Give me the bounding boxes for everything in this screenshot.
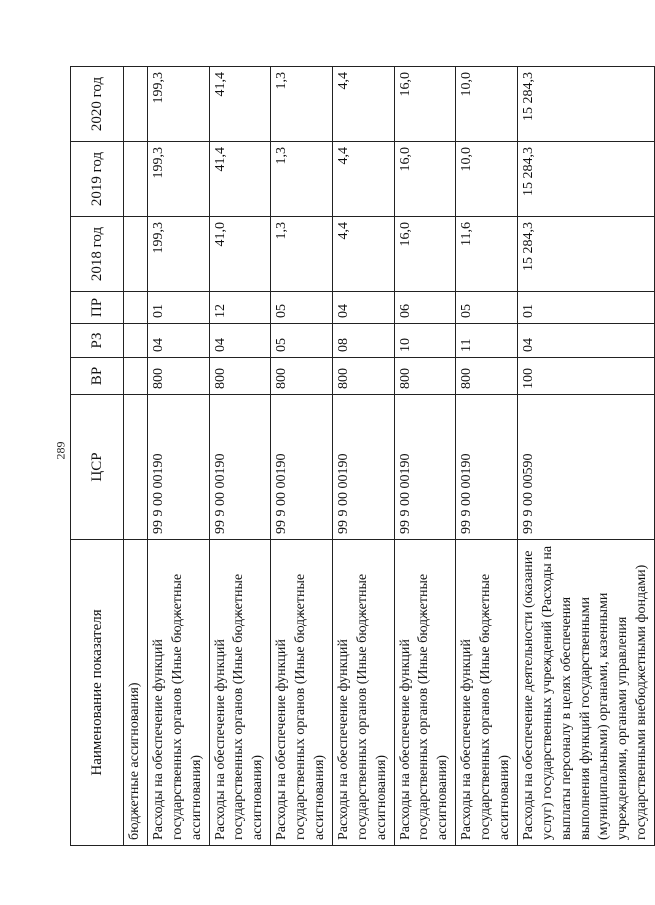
cell-vr: 800 — [147, 358, 209, 395]
header-2019: 2019 год — [71, 142, 124, 217]
header-2018: 2018 год — [71, 217, 124, 292]
header-vr: ВР — [71, 358, 124, 395]
cell-2020: 16,0 — [394, 67, 456, 142]
cell-pr: 01 — [517, 292, 654, 324]
cell-2018: 4,4 — [332, 217, 394, 292]
cell-rz: 05 — [271, 324, 333, 358]
cell-2018: 1,3 — [271, 217, 333, 292]
cell-vr: 100 — [517, 358, 654, 395]
cell-name: бюджетные ассигнования) — [124, 540, 148, 846]
cell-2018: 15 284,3 — [517, 217, 654, 292]
cell-2020: 4,4 — [332, 67, 394, 142]
cell-2019: 199,3 — [147, 142, 209, 217]
cell-name: Расходы на обеспечение функций государственных органов (Иные бюджетные ассигнования) — [394, 540, 456, 846]
header-pr: ПР — [71, 292, 124, 324]
table-row — [332, 67, 394, 846]
cell-name: Расходы на обеспечение функций государственных органов (Иные бюджетные ассигнования) — [209, 540, 271, 846]
header-name: Наименование показателя — [71, 540, 124, 846]
header-2020: 2020 год — [71, 67, 124, 142]
cell-2019: 4,4 — [332, 142, 394, 217]
cell-rz: 10 — [394, 324, 456, 358]
cell-empty — [124, 324, 148, 358]
cell-name: Расходы на обеспечение функций государственных органов (Иные бюджетные ассигнования) — [332, 540, 394, 846]
cell-pr: 12 — [209, 292, 271, 324]
table-row — [517, 67, 654, 846]
cell-csr: 99 9 00 00190 — [394, 395, 456, 540]
table-row — [394, 67, 456, 846]
cell-2019: 10,0 — [456, 142, 518, 217]
cell-csr: 99 9 00 00190 — [147, 395, 209, 540]
table-row — [147, 67, 209, 846]
budget-table — [70, 66, 655, 846]
cell-2020: 15 284,3 — [517, 67, 654, 142]
cell-pr: 05 — [271, 292, 333, 324]
rotated-table-container — [70, 66, 650, 846]
page-number: 289 — [53, 441, 68, 460]
cell-rz: 11 — [456, 324, 518, 358]
cell-vr: 800 — [456, 358, 518, 395]
cell-2018: 16,0 — [394, 217, 456, 292]
cell-csr: 99 9 00 00190 — [209, 395, 271, 540]
cell-empty — [124, 142, 148, 217]
header-csr: ЦСР — [71, 395, 124, 540]
table-header-row — [71, 67, 124, 846]
cell-csr: 99 9 00 00190 — [456, 395, 518, 540]
cell-2018: 41,0 — [209, 217, 271, 292]
cell-2018: 11,6 — [456, 217, 518, 292]
cell-rz: 04 — [517, 324, 654, 358]
header-rz: РЗ — [71, 324, 124, 358]
cell-2019: 15 284,3 — [517, 142, 654, 217]
cell-empty — [124, 292, 148, 324]
cell-2019: 1,3 — [271, 142, 333, 217]
cell-2019: 16,0 — [394, 142, 456, 217]
cell-empty — [124, 217, 148, 292]
cell-empty — [124, 67, 148, 142]
cell-vr: 800 — [209, 358, 271, 395]
cell-empty — [124, 358, 148, 395]
cell-pr: 04 — [332, 292, 394, 324]
cell-rz: 04 — [147, 324, 209, 358]
cell-2020: 199,3 — [147, 67, 209, 142]
cell-name: Расходы на обеспечение функций государственных органов (Иные бюджетные ассигнования) — [147, 540, 209, 846]
cell-pr: 01 — [147, 292, 209, 324]
cell-2019: 41,4 — [209, 142, 271, 217]
cell-rz: 08 — [332, 324, 394, 358]
cell-empty — [124, 395, 148, 540]
cell-name: Расходы на обеспечение функций государственных органов (Иные бюджетные ассигнования) — [271, 540, 333, 846]
cell-rz: 04 — [209, 324, 271, 358]
cell-name: Расходы на обеспечение функций государственных органов (Иные бюджетные ассигнования) — [456, 540, 518, 846]
cell-csr: 99 9 00 00590 — [517, 395, 654, 540]
cell-2020: 1,3 — [271, 67, 333, 142]
cell-2020: 41,4 — [209, 67, 271, 142]
cell-2020: 10,0 — [456, 67, 518, 142]
cell-vr: 800 — [394, 358, 456, 395]
cell-name: Расходы на обеспечение деятельности (оказание услуг) государственных учреждений (Расходы на выплаты персоналу в целях обеспечения выполнения функций государственными (муниципальными) органами, казенными учреждениями, органами управления государственными внебюджетными фондами) — [517, 540, 654, 846]
cell-csr: 99 9 00 00190 — [271, 395, 333, 540]
table-row-continuation — [124, 67, 148, 846]
table-row — [456, 67, 518, 846]
cell-vr: 800 — [332, 358, 394, 395]
cell-csr: 99 9 00 00190 — [332, 395, 394, 540]
cell-2018: 199,3 — [147, 217, 209, 292]
cell-pr: 05 — [456, 292, 518, 324]
table-row — [271, 67, 333, 846]
cell-vr: 800 — [271, 358, 333, 395]
cell-pr: 06 — [394, 292, 456, 324]
table-row — [209, 67, 271, 846]
table-body — [124, 67, 655, 846]
